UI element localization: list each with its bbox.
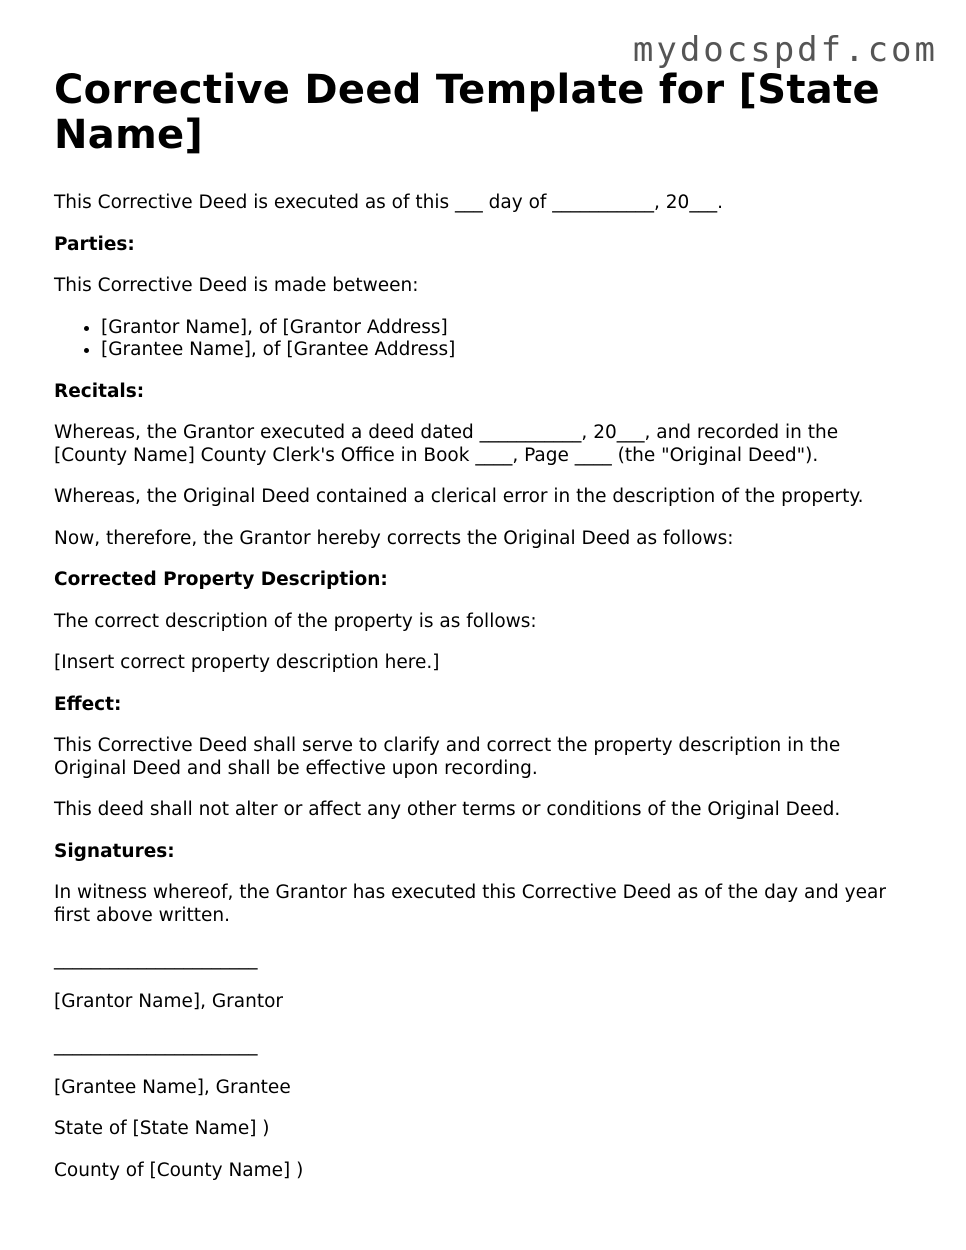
- corrected-paragraph-2: [Insert correct property description here.]: [54, 652, 440, 673]
- list-item: • [Grantee Name], of [Grantee Address]: [101, 339, 914, 362]
- document-page: [54, 68, 914, 1201]
- signatures-paragraph: In witness whereof, the Grantor has executed this Corrective Deed as of the day and year first above written.: [54, 882, 886, 926]
- recitals-paragraph-2: Whereas, the Original Deed contained a clerical error in the description of the property.: [54, 486, 864, 507]
- watermark: mydocspdf.com: [632, 30, 938, 70]
- intro-text: This Corrective Deed is executed as of this ___ day of ___________, 20___.: [54, 192, 723, 213]
- effect-heading: Effect:: [54, 693, 122, 715]
- state-line: State of [State Name] ): [54, 1118, 270, 1139]
- grantee-signature-label: [Grantee Name], Grantee: [54, 1076, 291, 1098]
- parties-list: [54, 317, 914, 362]
- effect-paragraph-1: This Corrective Deed shall serve to clarify and correct the property description in the Original Deed and shall be effective upon recording.: [54, 735, 841, 779]
- county-line: County of [County Name] ): [54, 1159, 304, 1181]
- corrected-description-heading: Corrected Property Description:: [54, 569, 388, 590]
- grantor-signature-line: ______________________: [54, 949, 258, 970]
- grantee-signature-line: ______________________: [54, 1035, 258, 1056]
- parties-heading: Parties:: [54, 233, 135, 255]
- effect-paragraph-2: This deed shall not alter or affect any other terms or conditions of the Original Deed.: [54, 799, 841, 820]
- recitals-paragraph-3: Now, therefore, the Grantor hereby corrects the Original Deed as follows:: [54, 527, 734, 549]
- signatures-heading: Signatures:: [54, 840, 175, 862]
- corrected-paragraph-1: The correct description of the property is as follows:: [54, 610, 537, 632]
- recitals-heading: Recitals:: [54, 380, 145, 402]
- page-title: Corrective Deed Template for [State Name]: [54, 67, 880, 158]
- grantor-signature-label: [Grantor Name], Grantor: [54, 990, 284, 1012]
- list-item: • [Grantor Name], of [Grantor Address]: [101, 317, 914, 340]
- recitals-paragraph-1: Whereas, the Grantor executed a deed dated ___________, 20___, and recorded in the [County Name] County Clerk's Office in Book ____, Page ____ (the "Original Deed").: [54, 422, 839, 466]
- parties-text: This Corrective Deed is made between:: [54, 275, 419, 296]
